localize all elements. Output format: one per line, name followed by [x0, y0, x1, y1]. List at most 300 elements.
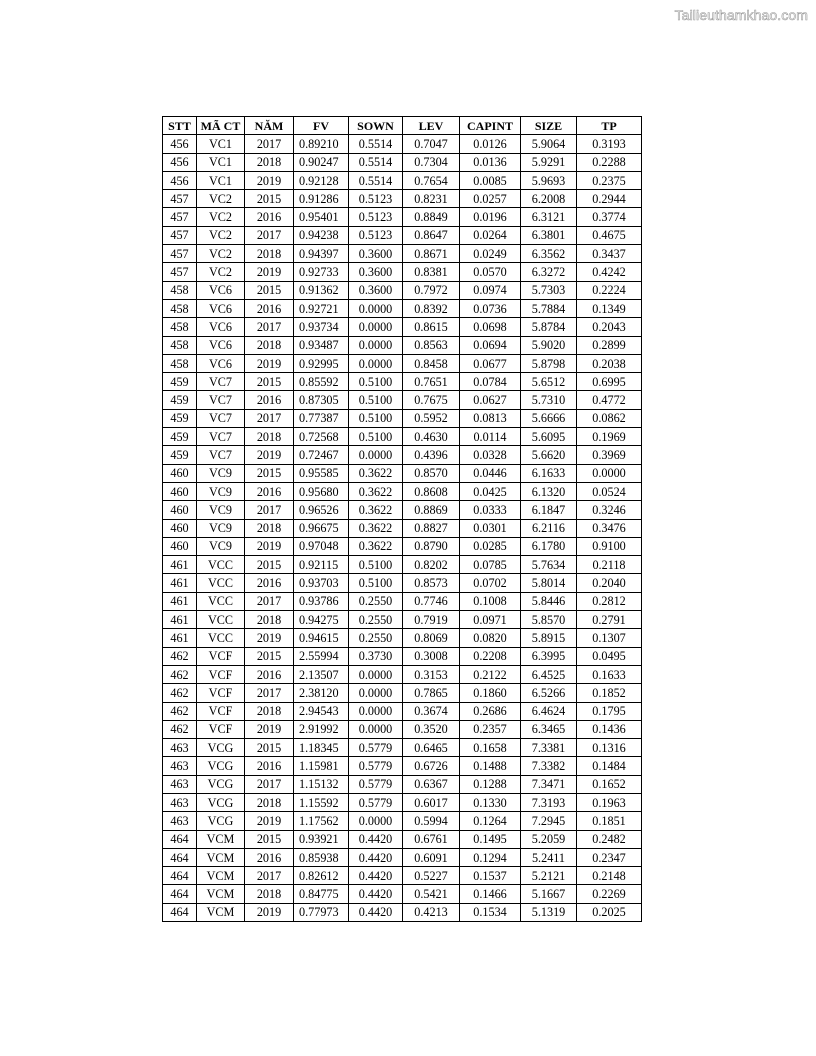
cell-size: 6.3465 — [521, 720, 577, 738]
cell-ma-ct: VCM — [197, 830, 245, 848]
cell-ma-ct: VCM — [197, 885, 245, 903]
cell-capint: 0.0301 — [460, 519, 521, 537]
cell-sown: 0.3622 — [349, 501, 403, 519]
cell-size: 6.1780 — [521, 537, 577, 555]
cell-lev: 0.7047 — [403, 135, 460, 153]
cell-fv: 0.94397 — [294, 245, 349, 263]
cell-ma-ct: VC7 — [197, 446, 245, 464]
table-row — [163, 903, 642, 921]
cell-nam: 2019 — [245, 171, 294, 189]
cell-nam: 2018 — [245, 428, 294, 446]
cell-nam: 2018 — [245, 885, 294, 903]
cell-nam: 2019 — [245, 354, 294, 372]
cell-size: 5.8798 — [521, 354, 577, 372]
cell-capint: 0.1330 — [460, 793, 521, 811]
cell-fv: 0.92115 — [294, 556, 349, 574]
cell-capint: 0.1294 — [460, 848, 521, 866]
cell-capint: 0.2122 — [460, 665, 521, 683]
cell-nam: 2016 — [245, 665, 294, 683]
cell-sown: 0.0000 — [349, 665, 403, 683]
cell-fv: 0.97048 — [294, 537, 349, 555]
table-row — [163, 611, 642, 629]
cell-lev: 0.4213 — [403, 903, 460, 921]
cell-nam: 2015 — [245, 464, 294, 482]
cell-tp: 0.9100 — [577, 537, 642, 555]
cell-lev: 0.8671 — [403, 245, 460, 263]
cell-lev: 0.8869 — [403, 501, 460, 519]
cell-stt: 462 — [163, 702, 197, 720]
cell-fv: 0.90247 — [294, 153, 349, 171]
cell-sown: 0.3622 — [349, 464, 403, 482]
cell-tp: 0.1484 — [577, 757, 642, 775]
table-row — [163, 757, 642, 775]
table-row — [163, 885, 642, 903]
table-row — [163, 226, 642, 244]
cell-sown: 0.5779 — [349, 793, 403, 811]
cell-size: 6.4624 — [521, 702, 577, 720]
cell-lev: 0.7972 — [403, 281, 460, 299]
cell-capint: 0.1488 — [460, 757, 521, 775]
cell-capint: 0.0249 — [460, 245, 521, 263]
cell-tp: 0.1963 — [577, 793, 642, 811]
cell-stt: 459 — [163, 428, 197, 446]
cell-nam: 2019 — [245, 903, 294, 921]
cell-capint: 0.0570 — [460, 263, 521, 281]
cell-capint: 0.2208 — [460, 647, 521, 665]
cell-lev: 0.3153 — [403, 665, 460, 683]
cell-stt: 464 — [163, 885, 197, 903]
table-row — [163, 519, 642, 537]
cell-ma-ct: VCC — [197, 556, 245, 574]
cell-ma-ct: VCM — [197, 848, 245, 866]
cell-stt: 458 — [163, 354, 197, 372]
cell-lev: 0.6726 — [403, 757, 460, 775]
cell-nam: 2018 — [245, 611, 294, 629]
cell-lev: 0.8827 — [403, 519, 460, 537]
cell-sown: 0.2550 — [349, 592, 403, 610]
cell-ma-ct: VCF — [197, 647, 245, 665]
cell-capint: 0.1008 — [460, 592, 521, 610]
cell-nam: 2016 — [245, 391, 294, 409]
cell-capint: 0.1264 — [460, 812, 521, 830]
cell-sown: 0.3622 — [349, 537, 403, 555]
cell-size: 5.6666 — [521, 409, 577, 427]
cell-sown: 0.5779 — [349, 757, 403, 775]
cell-stt: 457 — [163, 226, 197, 244]
cell-ma-ct: VC6 — [197, 336, 245, 354]
cell-lev: 0.8790 — [403, 537, 460, 555]
cell-ma-ct: VC2 — [197, 226, 245, 244]
cell-ma-ct: VCG — [197, 812, 245, 830]
cell-sown: 0.3622 — [349, 519, 403, 537]
cell-ma-ct: VCM — [197, 867, 245, 885]
cell-tp: 0.1349 — [577, 299, 642, 317]
cell-size: 5.9020 — [521, 336, 577, 354]
cell-size: 6.1320 — [521, 482, 577, 500]
cell-sown: 0.5514 — [349, 153, 403, 171]
cell-ma-ct: VC6 — [197, 318, 245, 336]
cell-nam: 2019 — [245, 812, 294, 830]
cell-size: 5.6512 — [521, 373, 577, 391]
cell-lev: 0.3008 — [403, 647, 460, 665]
cell-capint: 0.0736 — [460, 299, 521, 317]
cell-size: 6.1633 — [521, 464, 577, 482]
cell-stt: 463 — [163, 812, 197, 830]
table-row — [163, 702, 642, 720]
table-row — [163, 574, 642, 592]
cell-capint: 0.0702 — [460, 574, 521, 592]
cell-size: 5.2121 — [521, 867, 577, 885]
cell-fv: 0.72467 — [294, 446, 349, 464]
cell-fv: 0.95680 — [294, 482, 349, 500]
cell-lev: 0.6761 — [403, 830, 460, 848]
cell-sown: 0.5514 — [349, 171, 403, 189]
cell-sown: 0.5100 — [349, 373, 403, 391]
cell-ma-ct: VCG — [197, 793, 245, 811]
cell-fv: 0.93734 — [294, 318, 349, 336]
cell-stt: 461 — [163, 629, 197, 647]
cell-tp: 0.2812 — [577, 592, 642, 610]
cell-size: 5.6620 — [521, 446, 577, 464]
cell-lev: 0.7675 — [403, 391, 460, 409]
cell-ma-ct: VCF — [197, 702, 245, 720]
cell-sown: 0.0000 — [349, 720, 403, 738]
table-row — [163, 812, 642, 830]
cell-tp: 0.1969 — [577, 428, 642, 446]
cell-nam: 2019 — [245, 537, 294, 555]
cell-lev: 0.8608 — [403, 482, 460, 500]
cell-tp: 0.1633 — [577, 665, 642, 683]
cell-tp: 0.2791 — [577, 611, 642, 629]
cell-sown: 0.0000 — [349, 336, 403, 354]
cell-sown: 0.3730 — [349, 647, 403, 665]
cell-ma-ct: VC2 — [197, 245, 245, 263]
table-row — [163, 501, 642, 519]
cell-nam: 2015 — [245, 556, 294, 574]
cell-sown: 0.3622 — [349, 482, 403, 500]
cell-capint: 0.0257 — [460, 190, 521, 208]
cell-ma-ct: VCF — [197, 665, 245, 683]
cell-tp: 0.2118 — [577, 556, 642, 574]
cell-stt: 462 — [163, 647, 197, 665]
cell-sown: 0.5779 — [349, 739, 403, 757]
cell-fv: 0.95401 — [294, 208, 349, 226]
cell-tp: 0.2038 — [577, 354, 642, 372]
cell-size: 5.9291 — [521, 153, 577, 171]
table-row — [163, 537, 642, 555]
cell-sown: 0.5123 — [349, 208, 403, 226]
cell-tp: 0.1852 — [577, 684, 642, 702]
table-row — [163, 153, 642, 171]
cell-lev: 0.6367 — [403, 775, 460, 793]
cell-size: 5.1319 — [521, 903, 577, 921]
cell-fv: 0.94615 — [294, 629, 349, 647]
cell-lev: 0.7919 — [403, 611, 460, 629]
cell-nam: 2017 — [245, 318, 294, 336]
cell-size: 7.3381 — [521, 739, 577, 757]
cell-nam: 2017 — [245, 135, 294, 153]
cell-fv: 0.91286 — [294, 190, 349, 208]
cell-sown: 0.0000 — [349, 702, 403, 720]
cell-capint: 0.0694 — [460, 336, 521, 354]
cell-fv: 0.92733 — [294, 263, 349, 281]
cell-sown: 0.0000 — [349, 318, 403, 336]
table-header-row — [163, 117, 642, 135]
cell-stt: 457 — [163, 263, 197, 281]
cell-stt: 457 — [163, 245, 197, 263]
cell-stt: 463 — [163, 739, 197, 757]
cell-nam: 2017 — [245, 226, 294, 244]
table-row — [163, 592, 642, 610]
cell-size: 5.7884 — [521, 299, 577, 317]
cell-size: 6.2008 — [521, 190, 577, 208]
column-header-stt: STT — [163, 117, 197, 135]
cell-lev: 0.7304 — [403, 153, 460, 171]
cell-tp: 0.0524 — [577, 482, 642, 500]
cell-lev: 0.8570 — [403, 464, 460, 482]
cell-capint: 0.0136 — [460, 153, 521, 171]
table-row — [163, 793, 642, 811]
table-row — [163, 281, 642, 299]
cell-sown: 0.5514 — [349, 135, 403, 153]
cell-lev: 0.8563 — [403, 336, 460, 354]
cell-lev: 0.8573 — [403, 574, 460, 592]
cell-capint: 0.0784 — [460, 373, 521, 391]
cell-lev: 0.7654 — [403, 171, 460, 189]
cell-stt: 458 — [163, 299, 197, 317]
cell-ma-ct: VC2 — [197, 208, 245, 226]
table-row — [163, 135, 642, 153]
cell-tp: 0.2148 — [577, 867, 642, 885]
column-header-ma-ct: MÃ CT — [197, 117, 245, 135]
cell-size: 5.7310 — [521, 391, 577, 409]
cell-sown: 0.5100 — [349, 391, 403, 409]
cell-size: 6.1847 — [521, 501, 577, 519]
table-body — [163, 135, 642, 922]
cell-nam: 2015 — [245, 739, 294, 757]
cell-ma-ct: VCF — [197, 720, 245, 738]
cell-stt: 456 — [163, 153, 197, 171]
cell-lev: 0.8381 — [403, 263, 460, 281]
cell-stt: 462 — [163, 684, 197, 702]
cell-stt: 458 — [163, 318, 197, 336]
cell-capint: 0.0677 — [460, 354, 521, 372]
cell-stt: 461 — [163, 611, 197, 629]
cell-stt: 464 — [163, 830, 197, 848]
cell-size: 6.3272 — [521, 263, 577, 281]
cell-capint: 0.0085 — [460, 171, 521, 189]
cell-tp: 0.2482 — [577, 830, 642, 848]
cell-ma-ct: VC7 — [197, 391, 245, 409]
cell-nam: 2017 — [245, 684, 294, 702]
cell-lev: 0.8392 — [403, 299, 460, 317]
cell-fv: 0.77973 — [294, 903, 349, 921]
cell-capint: 0.1288 — [460, 775, 521, 793]
cell-ma-ct: VCG — [197, 775, 245, 793]
cell-stt: 464 — [163, 848, 197, 866]
cell-nam: 2016 — [245, 299, 294, 317]
cell-nam: 2016 — [245, 757, 294, 775]
cell-ma-ct: VC7 — [197, 373, 245, 391]
cell-tp: 0.4675 — [577, 226, 642, 244]
table-row — [163, 720, 642, 738]
cell-sown: 0.4420 — [349, 867, 403, 885]
cell-sown: 0.4420 — [349, 903, 403, 921]
cell-ma-ct: VC6 — [197, 354, 245, 372]
cell-stt: 459 — [163, 446, 197, 464]
cell-fv: 0.94275 — [294, 611, 349, 629]
cell-lev: 0.4630 — [403, 428, 460, 446]
cell-lev: 0.5227 — [403, 867, 460, 885]
cell-nam: 2017 — [245, 501, 294, 519]
cell-sown: 0.5123 — [349, 190, 403, 208]
cell-capint: 0.0785 — [460, 556, 521, 574]
cell-fv: 2.38120 — [294, 684, 349, 702]
cell-nam: 2018 — [245, 793, 294, 811]
cell-stt: 460 — [163, 501, 197, 519]
cell-tp: 0.4242 — [577, 263, 642, 281]
cell-fv: 0.85592 — [294, 373, 349, 391]
cell-tp: 0.2224 — [577, 281, 642, 299]
cell-stt: 458 — [163, 281, 197, 299]
cell-ma-ct: VCF — [197, 684, 245, 702]
column-header-size: SIZE — [521, 117, 577, 135]
cell-size: 6.4525 — [521, 665, 577, 683]
cell-size: 6.3995 — [521, 647, 577, 665]
cell-sown: 0.5123 — [349, 226, 403, 244]
cell-fv: 1.15132 — [294, 775, 349, 793]
cell-size: 5.8915 — [521, 629, 577, 647]
cell-capint: 0.0627 — [460, 391, 521, 409]
column-header-nam: NĂM — [245, 117, 294, 135]
table-row — [163, 446, 642, 464]
cell-sown: 0.3600 — [349, 245, 403, 263]
cell-ma-ct: VCC — [197, 574, 245, 592]
cell-capint: 0.2686 — [460, 702, 521, 720]
cell-stt: 463 — [163, 775, 197, 793]
cell-size: 7.3382 — [521, 757, 577, 775]
table-row — [163, 464, 642, 482]
cell-capint: 0.0813 — [460, 409, 521, 427]
cell-capint: 0.0196 — [460, 208, 521, 226]
cell-fv: 2.94543 — [294, 702, 349, 720]
cell-fv: 0.96526 — [294, 501, 349, 519]
cell-fv: 0.94238 — [294, 226, 349, 244]
data-table — [162, 116, 642, 922]
cell-tp: 0.3969 — [577, 446, 642, 464]
table-row — [163, 190, 642, 208]
cell-stt: 462 — [163, 665, 197, 683]
cell-tp: 0.2347 — [577, 848, 642, 866]
cell-stt: 461 — [163, 556, 197, 574]
column-header-capint: CAPINT — [460, 117, 521, 135]
cell-stt: 464 — [163, 903, 197, 921]
cell-capint: 0.0114 — [460, 428, 521, 446]
cell-lev: 0.7746 — [403, 592, 460, 610]
cell-tp: 0.2040 — [577, 574, 642, 592]
cell-capint: 0.0425 — [460, 482, 521, 500]
table-row — [163, 775, 642, 793]
cell-ma-ct: VCC — [197, 629, 245, 647]
cell-fv: 0.93786 — [294, 592, 349, 610]
cell-fv: 0.77387 — [294, 409, 349, 427]
cell-size: 5.1667 — [521, 885, 577, 903]
cell-size: 5.8446 — [521, 592, 577, 610]
cell-capint: 0.0264 — [460, 226, 521, 244]
cell-lev: 0.8615 — [403, 318, 460, 336]
cell-stt: 456 — [163, 171, 197, 189]
cell-sown: 0.4420 — [349, 848, 403, 866]
cell-capint: 0.0446 — [460, 464, 521, 482]
cell-nam: 2018 — [245, 519, 294, 537]
cell-size: 7.2945 — [521, 812, 577, 830]
cell-capint: 0.1495 — [460, 830, 521, 848]
cell-stt: 459 — [163, 391, 197, 409]
cell-tp: 0.1851 — [577, 812, 642, 830]
table-row — [163, 556, 642, 574]
cell-stt: 457 — [163, 190, 197, 208]
cell-sown: 0.4420 — [349, 885, 403, 903]
table-row — [163, 245, 642, 263]
cell-tp: 0.3476 — [577, 519, 642, 537]
cell-stt: 463 — [163, 793, 197, 811]
cell-nam: 2019 — [245, 720, 294, 738]
cell-nam: 2019 — [245, 263, 294, 281]
cell-tp: 0.2043 — [577, 318, 642, 336]
cell-fv: 1.15592 — [294, 793, 349, 811]
table-row — [163, 263, 642, 281]
cell-fv: 2.13507 — [294, 665, 349, 683]
cell-size: 6.3121 — [521, 208, 577, 226]
cell-fv: 0.92721 — [294, 299, 349, 317]
cell-lev: 0.4396 — [403, 446, 460, 464]
cell-tp: 0.0000 — [577, 464, 642, 482]
cell-capint: 0.0698 — [460, 318, 521, 336]
cell-lev: 0.3520 — [403, 720, 460, 738]
cell-stt: 461 — [163, 592, 197, 610]
cell-fv: 1.15981 — [294, 757, 349, 775]
cell-fv: 0.92128 — [294, 171, 349, 189]
cell-stt: 460 — [163, 464, 197, 482]
column-header-sown: SOWN — [349, 117, 403, 135]
cell-sown: 0.5100 — [349, 574, 403, 592]
cell-lev: 0.8458 — [403, 354, 460, 372]
cell-ma-ct: VCC — [197, 592, 245, 610]
cell-sown: 0.2550 — [349, 629, 403, 647]
table-row — [163, 391, 642, 409]
cell-fv: 0.93487 — [294, 336, 349, 354]
cell-lev: 0.7651 — [403, 373, 460, 391]
cell-size: 5.7303 — [521, 281, 577, 299]
cell-stt: 457 — [163, 208, 197, 226]
table-row — [163, 848, 642, 866]
cell-lev: 0.5952 — [403, 409, 460, 427]
cell-ma-ct: VC9 — [197, 537, 245, 555]
cell-size: 6.3801 — [521, 226, 577, 244]
cell-sown: 0.5100 — [349, 428, 403, 446]
cell-stt: 464 — [163, 867, 197, 885]
cell-lev: 0.8647 — [403, 226, 460, 244]
cell-lev: 0.6017 — [403, 793, 460, 811]
cell-size: 5.9693 — [521, 171, 577, 189]
cell-size: 6.2116 — [521, 519, 577, 537]
cell-sown: 0.0000 — [349, 812, 403, 830]
table-row — [163, 647, 642, 665]
cell-sown: 0.2550 — [349, 611, 403, 629]
cell-stt: 460 — [163, 519, 197, 537]
cell-lev: 0.6091 — [403, 848, 460, 866]
column-header-lev: LEV — [403, 117, 460, 135]
